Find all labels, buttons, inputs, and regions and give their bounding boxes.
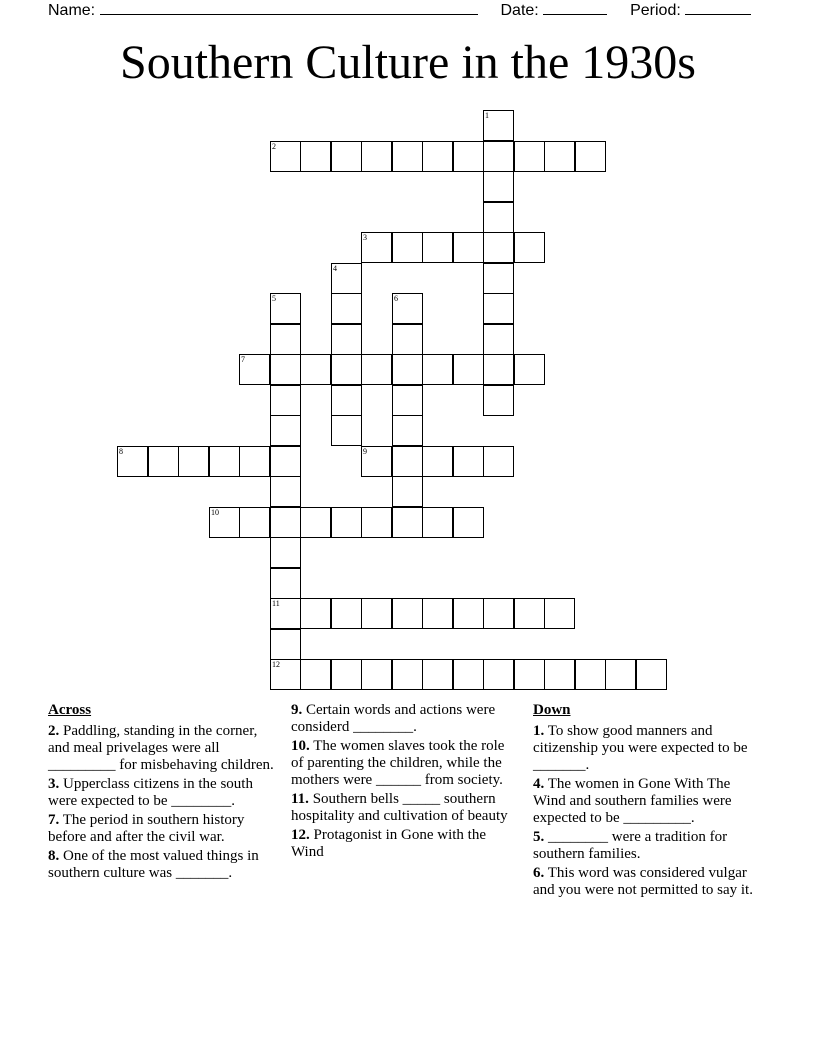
crossword-cell[interactable] — [300, 598, 331, 629]
crossword-cell[interactable] — [270, 629, 301, 660]
crossword-cell[interactable] — [453, 354, 484, 385]
crossword-cell[interactable] — [483, 171, 514, 202]
header-fields — [48, 0, 808, 20]
crossword-cell[interactable] — [361, 446, 392, 477]
page-title: Southern Culture in the 1930s — [120, 36, 696, 89]
clue-number: 12 — [272, 660, 280, 669]
crossword-cell[interactable] — [331, 507, 362, 538]
date-label: Date: — [500, 2, 539, 19]
crossword-cell[interactable] — [453, 598, 484, 629]
clue-number-label: 12. — [291, 827, 310, 843]
crossword-cell[interactable] — [483, 141, 514, 172]
clue-item — [48, 723, 276, 774]
crossword-cell[interactable] — [270, 324, 301, 355]
date-field[interactable] — [543, 0, 607, 15]
clue-number-label: 2. — [48, 723, 60, 739]
crossword-cell[interactable] — [392, 141, 423, 172]
across-heading: Across — [48, 702, 92, 718]
clue-text: One of the most valued things in southern culture was _______. — [48, 848, 259, 881]
clue-number: 4 — [333, 264, 337, 273]
crossword-cell[interactable] — [270, 415, 301, 446]
crossword-cell[interactable] — [331, 659, 362, 690]
crossword-cell[interactable] — [331, 324, 362, 355]
crossword-cell[interactable] — [239, 446, 270, 477]
down-clues-column — [533, 702, 765, 901]
across-clues-continued — [291, 702, 513, 863]
crossword-cell[interactable] — [270, 385, 301, 416]
crossword-cell[interactable] — [636, 659, 667, 690]
crossword-cell[interactable] — [270, 293, 301, 324]
crossword-cell[interactable] — [514, 598, 545, 629]
clue-item — [533, 776, 765, 827]
crossword-cell[interactable] — [483, 232, 514, 263]
clue-text: Upperclass citizens in the south were expected to be ________. — [48, 776, 253, 809]
crossword-cell[interactable] — [392, 354, 423, 385]
crossword-cell[interactable] — [270, 354, 301, 385]
clue-item — [48, 848, 276, 882]
crossword-cell[interactable] — [331, 263, 362, 294]
clue-number: 10 — [211, 508, 219, 517]
crossword-cell[interactable] — [575, 659, 606, 690]
crossword-cell[interactable] — [544, 141, 575, 172]
crossword-cell[interactable] — [422, 598, 453, 629]
clue-text: The period in southern history before and after the civil war. — [48, 812, 245, 845]
clue-number-label: 8. — [48, 848, 60, 864]
crossword-cell[interactable] — [331, 415, 362, 446]
clue-text: The women slaves took the role of parenting the children, while the mothers were ______ from society. — [291, 738, 505, 788]
crossword-cell[interactable] — [514, 354, 545, 385]
crossword-cell[interactable] — [422, 507, 453, 538]
clue-number-label: 5. — [533, 829, 545, 845]
clue-number: 2 — [272, 142, 276, 151]
crossword-cell[interactable] — [270, 659, 301, 690]
clue-number: 11 — [272, 599, 280, 608]
crossword-cell[interactable] — [270, 141, 301, 172]
clue-number-label: 3. — [48, 776, 60, 792]
crossword-cell[interactable] — [483, 293, 514, 324]
crossword-cell[interactable] — [239, 354, 270, 385]
clue-text: To show good manners and citizenship you were expected to be _______. — [533, 723, 748, 773]
crossword-cell[interactable] — [544, 659, 575, 690]
crossword-cell[interactable] — [392, 293, 423, 324]
clue-item — [291, 738, 513, 789]
clue-item — [291, 791, 513, 825]
crossword-cell[interactable] — [331, 598, 362, 629]
crossword-cell[interactable] — [331, 354, 362, 385]
clue-item — [48, 812, 276, 846]
clue-number: 8 — [119, 447, 123, 456]
clue-item — [533, 829, 765, 863]
clue-item — [533, 865, 765, 899]
crossword-cell[interactable] — [331, 141, 362, 172]
crossword-cell[interactable] — [605, 659, 636, 690]
crossword-cell[interactable] — [392, 324, 423, 355]
crossword-cell[interactable] — [209, 446, 240, 477]
crossword-cell[interactable] — [392, 385, 423, 416]
crossword-cell[interactable] — [392, 476, 423, 507]
clue-text: The women in Gone With The Wind and southern families were expected to be _________. — [533, 776, 732, 826]
crossword-cell[interactable] — [514, 141, 545, 172]
clue-number-label: 10. — [291, 738, 310, 754]
clue-number: 3 — [363, 233, 367, 242]
crossword-cell[interactable] — [422, 232, 453, 263]
crossword-cell[interactable] — [575, 141, 606, 172]
crossword-cell[interactable] — [483, 385, 514, 416]
crossword-cell[interactable] — [514, 232, 545, 263]
clue-text: Paddling, standing in the corner, and meal privelages were all _________ for misbehaving children. — [48, 723, 274, 773]
crossword-cell[interactable] — [361, 659, 392, 690]
clue-number: 1 — [485, 111, 489, 120]
clue-number: 9 — [363, 447, 367, 456]
crossword-cell[interactable] — [392, 507, 423, 538]
crossword-cell[interactable] — [117, 446, 148, 477]
crossword-cell[interactable] — [300, 354, 331, 385]
crossword-cell[interactable] — [483, 263, 514, 294]
crossword-cell[interactable] — [331, 293, 362, 324]
crossword-cell[interactable] — [239, 507, 270, 538]
crossword-cell[interactable] — [422, 354, 453, 385]
clue-item — [533, 723, 765, 774]
crossword-cell[interactable] — [392, 598, 423, 629]
crossword-cell[interactable] — [453, 507, 484, 538]
crossword-cell[interactable] — [270, 476, 301, 507]
crossword-cell[interactable] — [422, 141, 453, 172]
crossword-cell[interactable] — [483, 446, 514, 477]
clue-number: 7 — [241, 355, 245, 364]
name-label: Name: — [48, 2, 96, 19]
crossword-cell[interactable] — [392, 415, 423, 446]
name-field[interactable] — [100, 0, 478, 15]
crossword-cell[interactable] — [270, 598, 301, 629]
crossword-cell[interactable] — [270, 446, 301, 477]
clue-number-label: 6. — [533, 865, 545, 881]
clue-number-label: 11. — [291, 791, 309, 807]
crossword-cell[interactable] — [300, 659, 331, 690]
crossword-cell[interactable] — [392, 446, 423, 477]
crossword-cell[interactable] — [483, 202, 514, 233]
clue-text: This word was considered vulgar and you were not permitted to say it. — [533, 865, 753, 898]
clue-number: 6 — [394, 294, 398, 303]
crossword-cell[interactable] — [453, 659, 484, 690]
crossword-cell[interactable] — [453, 141, 484, 172]
crossword-cell[interactable] — [209, 507, 240, 538]
clue-text: ________ were a tradition for southern families. — [533, 829, 728, 862]
clue-number-label: 7. — [48, 812, 60, 828]
crossword-cell[interactable] — [483, 324, 514, 355]
crossword-cell[interactable] — [392, 659, 423, 690]
clue-number-label: 9. — [291, 702, 303, 718]
crossword-cell[interactable] — [514, 659, 545, 690]
crossword-cell[interactable] — [270, 507, 301, 538]
crossword-cell[interactable] — [422, 659, 453, 690]
crossword-cell[interactable] — [483, 110, 514, 141]
across-clues-column — [48, 702, 276, 884]
clue-item — [291, 702, 513, 736]
crossword-cell[interactable] — [392, 232, 423, 263]
crossword-cell[interactable] — [331, 385, 362, 416]
crossword-cell[interactable] — [453, 446, 484, 477]
crossword-cell[interactable] — [361, 598, 392, 629]
crossword-cell[interactable] — [361, 232, 392, 263]
crossword-cell[interactable] — [544, 598, 575, 629]
clue-item — [48, 776, 276, 810]
crossword-cell[interactable] — [300, 507, 331, 538]
crossword-cell[interactable] — [361, 141, 392, 172]
period-label: Period: — [630, 2, 681, 19]
crossword-cell[interactable] — [178, 446, 209, 477]
period-field[interactable] — [685, 0, 751, 15]
clue-number-label: 1. — [533, 723, 545, 739]
crossword-cell[interactable] — [270, 537, 301, 568]
crossword-cell[interactable] — [300, 141, 331, 172]
crossword-cell[interactable] — [453, 232, 484, 263]
crossword-cell[interactable] — [270, 568, 301, 599]
clue-text: Certain words and actions were considerd ________. — [291, 702, 496, 735]
crossword-cell[interactable] — [148, 446, 179, 477]
clue-number-label: 4. — [533, 776, 545, 792]
crossword-cell[interactable] — [361, 354, 392, 385]
crossword-cell[interactable] — [483, 659, 514, 690]
crossword-cell[interactable] — [483, 354, 514, 385]
clue-item — [291, 827, 513, 861]
crossword-cell[interactable] — [361, 507, 392, 538]
crossword-cell[interactable] — [422, 446, 453, 477]
crossword-cell[interactable] — [483, 598, 514, 629]
down-heading: Down — [533, 702, 571, 718]
clue-text: Protagonist in Gone with the Wind — [291, 827, 486, 860]
clue-number: 5 — [272, 294, 276, 303]
clue-text: Southern bells _____ southern hospitality and cultivation of beauty — [291, 791, 508, 824]
